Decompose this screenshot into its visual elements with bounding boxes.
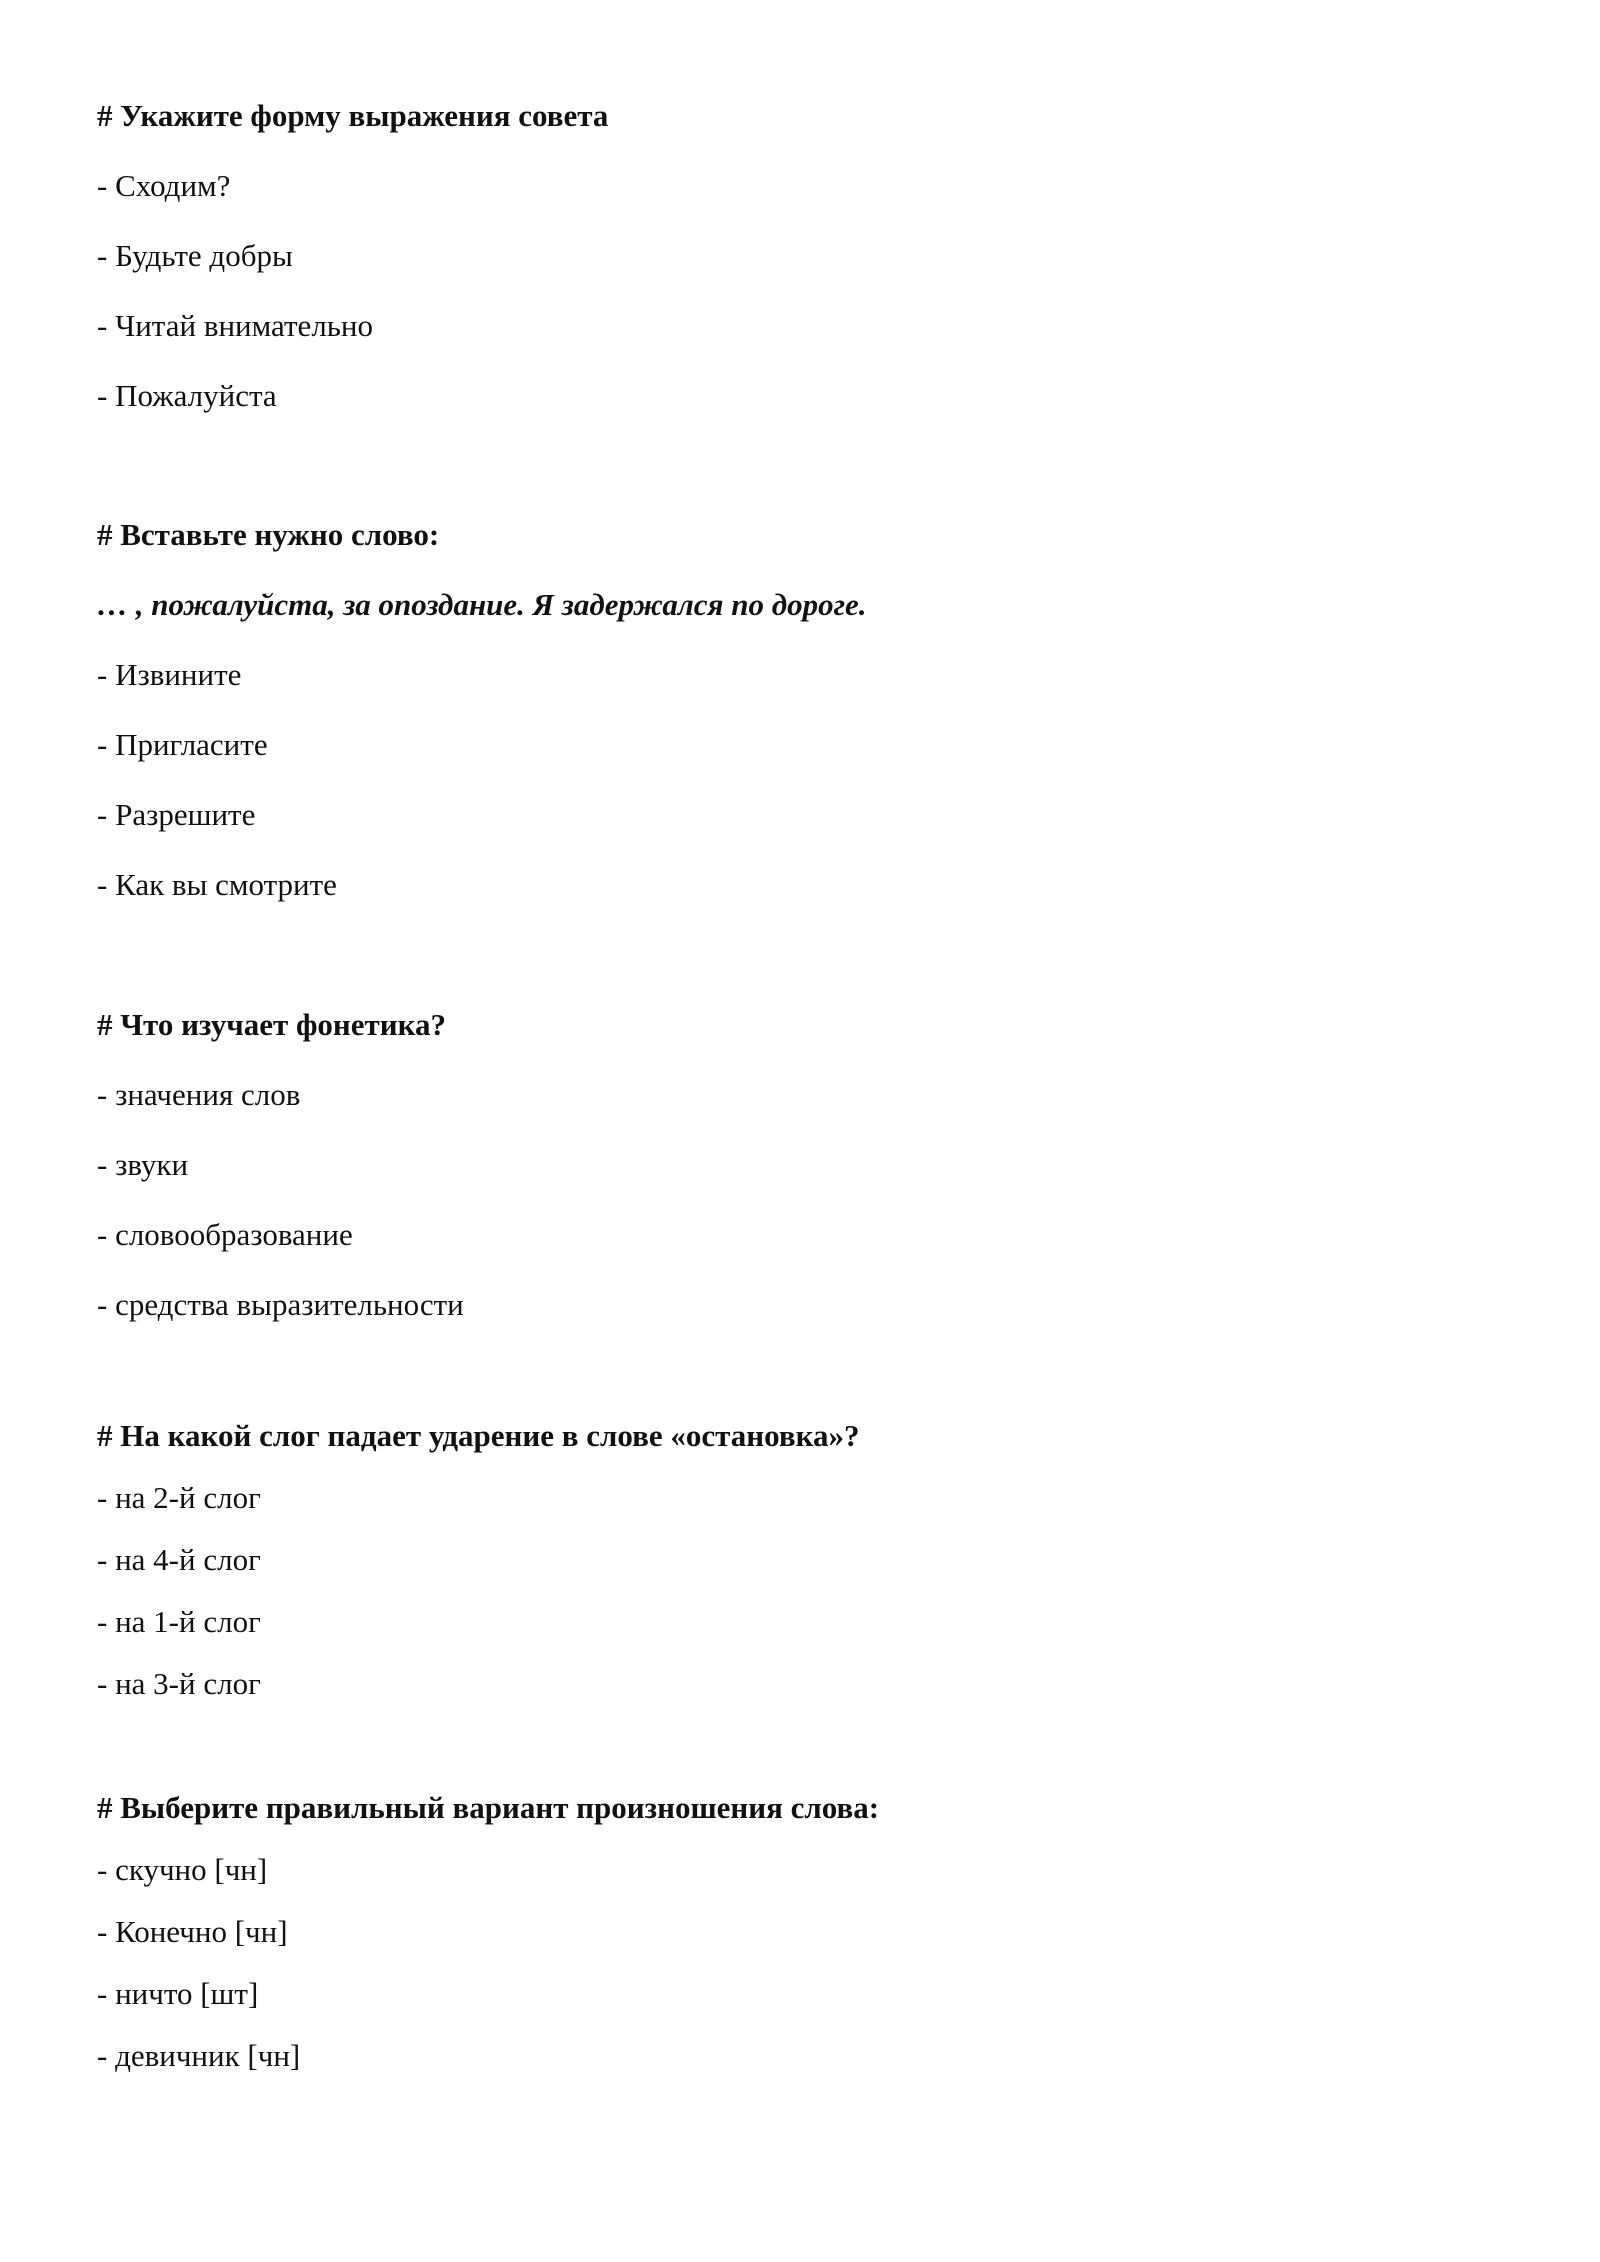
answer-option: - средства выразительности — [97, 1287, 464, 1322]
question-prompt: … , пожалуйста, за опоздание. Я задержался по дороге. — [97, 587, 867, 622]
answer-option: - Сходим? — [97, 168, 231, 203]
answer-option: - Конечно [чн] — [97, 1914, 288, 1949]
question-title: # Что изучает фонетика? — [97, 1007, 447, 1042]
answer-option: - звуки — [97, 1147, 189, 1182]
answer-option: - на 1-й слог — [97, 1604, 261, 1639]
answer-option: - на 3-й слог — [97, 1666, 261, 1701]
answer-option: - Пожалуйста — [97, 378, 277, 413]
answer-option: - Извините — [97, 657, 242, 692]
answer-option: - словообразование — [97, 1217, 353, 1252]
answer-option: - на 4-й слог — [97, 1542, 261, 1577]
answer-option: - Читай внимательно — [97, 308, 374, 343]
answer-option: - Пригласите — [97, 727, 268, 762]
question-title: # Выберите правильный вариант произношения слова: — [97, 1790, 880, 1825]
question-title: # Укажите форму выражения совета — [97, 98, 609, 133]
answer-option: - девичник [чн] — [97, 2038, 301, 2073]
answer-option: - на 2-й слог — [97, 1480, 261, 1515]
answer-option: - Будьте добры — [97, 238, 293, 273]
question-title: # Вставьте нужно слово: — [97, 517, 440, 552]
answer-option: - Разрешите — [97, 797, 256, 832]
answer-option: - скучно [чн] — [97, 1852, 268, 1887]
answer-option: - значения слов — [97, 1077, 301, 1112]
answer-option: - ничто [шт] — [97, 1976, 259, 2011]
answer-option: - Как вы смотрите — [97, 867, 337, 902]
question-title: # На какой слог падает ударение в слове «остановка»? — [97, 1418, 860, 1453]
